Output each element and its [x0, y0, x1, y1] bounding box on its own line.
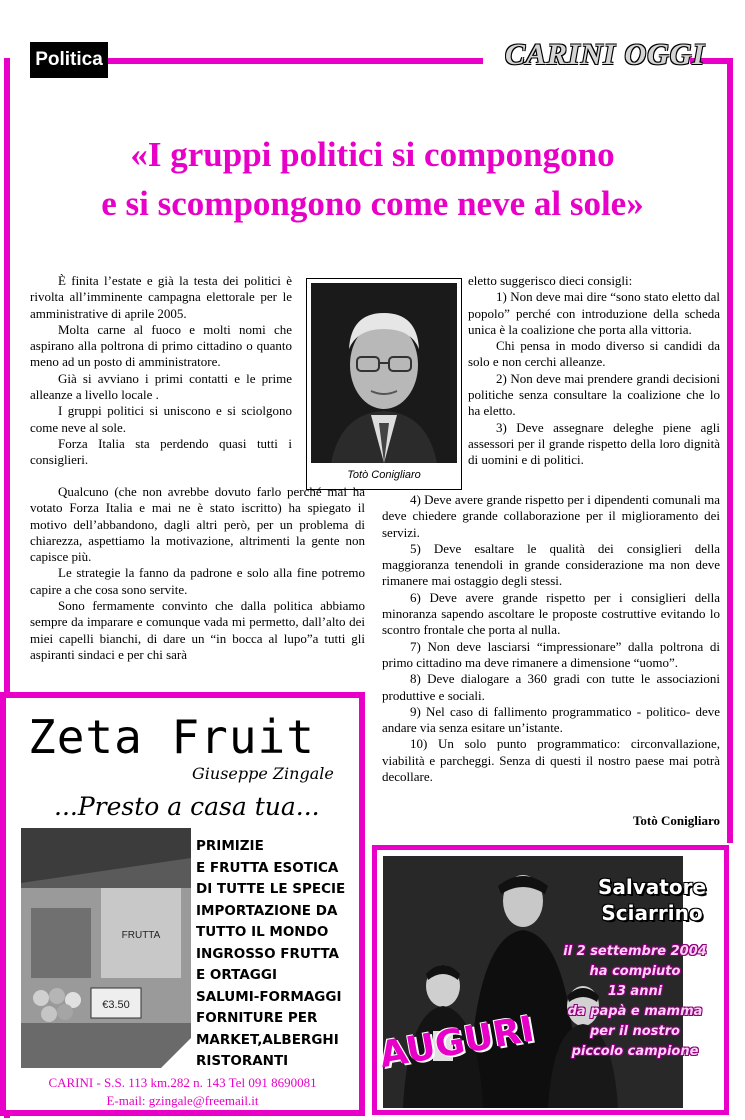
- photo-caption: Totò Conigliaro: [347, 469, 421, 481]
- auguri-title: AUGURI: [376, 1008, 538, 1077]
- paragraph: Forza Italia sta perdendo quasi tutti i consiglieri.: [30, 435, 292, 468]
- paragraph: 10) Un solo punto programmatico: circonvallazione, viabilità e parcheggi. Senza di questi il nostro paese mai potrà decollare.: [382, 736, 720, 785]
- ad-list-item: SALUMI-FORMAGGI: [196, 988, 342, 1005]
- message-line: il 2 settembre 2004: [563, 944, 707, 959]
- paragraph: 9) Nel caso di fallimento programmatico - politico- deve andare via senza esitare un’istante.: [382, 703, 720, 736]
- magazine-title: CARINI OGGI: [505, 38, 706, 71]
- birthday-first-name: Salvatore: [597, 875, 707, 899]
- ad-list-item: PRIMIZIE: [196, 838, 264, 854]
- frame-right: [727, 58, 733, 843]
- ad-slogan: ...Presto a casa tua...: [54, 792, 320, 821]
- ad-product-list: [196, 836, 366, 1073]
- birthday-greeting-box: [372, 845, 729, 1115]
- paragraph: 6) Deve avere grande rispetto per i consiglieri della minoranza sapendo ascoltare le proposte costruttive evitando lo scontro frontale che porta al nulla.: [382, 589, 720, 638]
- message-line: da papà e mamma: [567, 1004, 703, 1019]
- ad-contact: [6, 1074, 359, 1110]
- paragraph: 3) Deve assegnare deleghe piene agli assessori per il grande rispetto della loro dignità di uomini e di politici.: [468, 419, 720, 468]
- headline-line-1: «I gruppi politici si compongono: [130, 135, 615, 174]
- paragraph: È finita l’estate e già la testa dei politici è rivolta all’imminente campagna elettorale per le amministrative di aprile 2005.: [30, 273, 292, 321]
- article-column-1: [30, 273, 292, 469]
- author-photo-frame: [306, 278, 462, 490]
- fruit-shop-photo: [21, 828, 191, 1068]
- paragraph: 5) Deve esaltare le qualità dei consiglieri della maggioranza tenendoli in grande considerazione ma non deve rimanere mai ostaggio degli stessi.: [382, 540, 720, 589]
- headline: [20, 130, 725, 228]
- paragraph: 7) Non deve lasciarsi “impressionare” dalla poltrona di primo cittadino ma deve rimanere a dimensione “uomo”.: [382, 638, 720, 670]
- ad-list-item: INGROSSO FRUTTA: [196, 945, 339, 962]
- section-tag: Politica: [30, 42, 108, 78]
- birthday-last-name: Sciarrino: [601, 901, 703, 925]
- paragraph: Chi pensa in modo diverso si candidi da solo e non cerchi alleanze.: [468, 338, 720, 370]
- price-tag-text: €3.50: [102, 999, 130, 1011]
- article-signature: Totò Conigliaro: [632, 813, 720, 828]
- ad-list-item: IMPORTAZIONE DA: [196, 902, 338, 919]
- message-line: ha compiuto: [589, 964, 681, 979]
- paragraph: 2) Non deve mai prendere grandi decisioni politiche senza consultare la coalizione che lo ha eletto.: [468, 370, 720, 419]
- ad-list-item: RISTORANTI: [196, 1053, 289, 1069]
- paragraph: Qualcuno (che non avrebbe dovuto farlo perché mai ha votato Forza Italia e mai ne è stato iscritto) ha spiegato il motivo dell’abbandono, dagli altri però, per un problema di chiarezza, aspettiamo la motivazione, altrimenti la gente non capisce più.: [30, 484, 365, 565]
- ad-email[interactable]: E-mail: gzingale@freemail.it: [106, 1093, 259, 1108]
- paragraph: Molta carne al fuoco e molti nomi che aspirano alla poltrona di primo cittadino o quanto meno ad un posto di amministratore.: [30, 321, 292, 370]
- birthday-name: [577, 874, 727, 926]
- birthday-message: [545, 942, 725, 1062]
- ad-list-item: E ORTAGGI: [196, 967, 277, 983]
- paragraph: Sono fermamente convinto che dalla politica abbiamo sempre da imparare e comunque vada mi permetto, dall’alto dei miei capelli bianchi, di dare un “in bocca al lupo”a tutti gli aspiranti sindaci e per chi sarà: [30, 598, 365, 662]
- ad-list-item: FORNITURE PER: [196, 1010, 318, 1026]
- ad-brand-name: Zeta Fruit: [28, 710, 315, 764]
- paragraph: Già si avviano i primi contatti e le prime alleanze a livello locale .: [30, 370, 292, 403]
- message-line: 13 anni: [607, 984, 663, 999]
- paragraph: 8) Deve dialogare a 360 gradi con tutte le associazioni produttive e sociali.: [382, 671, 720, 703]
- ad-list-item: E FRUTTA ESOTICA: [196, 859, 339, 876]
- paragraph: 1) Non deve mai dire “sono stato eletto dal popolo” perché con introduzione della scheda unica è la coalizione che porta alla vittoria.: [468, 289, 720, 337]
- headline-line-2: e si scompongono come neve al sole»: [101, 184, 644, 223]
- zeta-fruit-ad: [0, 692, 365, 1116]
- shop-sign-text: FRUTTA: [121, 930, 161, 941]
- ad-address: CARINI - S.S. 113 km.282 n. 143 Tel 091 8690081: [48, 1075, 317, 1090]
- paragraph: Le strategie la fanno da padrone e solo alla fine potremo capire a che cosa sono servite.: [30, 565, 365, 597]
- article-column-2: [468, 273, 720, 469]
- article-column-2-lower: [382, 492, 720, 785]
- paragraph: eletto suggerisco dieci consigli:: [468, 273, 633, 288]
- ad-list-item: MARKET,ALBERGHI: [196, 1031, 339, 1048]
- message-line: per il nostro: [590, 1024, 680, 1039]
- frame-top-left: [108, 58, 483, 64]
- ad-owner-name: Giuseppe Zingale: [192, 764, 334, 783]
- ad-list-item: TUTTO IL MONDO: [196, 924, 329, 940]
- paragraph: I gruppi politici si uniscono e si sciolgono come neve al sole.: [30, 403, 292, 435]
- message-line: piccolo campione: [571, 1044, 699, 1059]
- article-column-1-lower: [30, 484, 365, 663]
- ad-list-item: DI TUTTE LE SPECIE: [196, 881, 346, 897]
- author-photo: [311, 283, 457, 463]
- paragraph: 4) Deve avere grande rispetto per i dipendenti comunali ma deve chiedere grande collaborazione per il miglioramento dei servizi.: [382, 492, 720, 540]
